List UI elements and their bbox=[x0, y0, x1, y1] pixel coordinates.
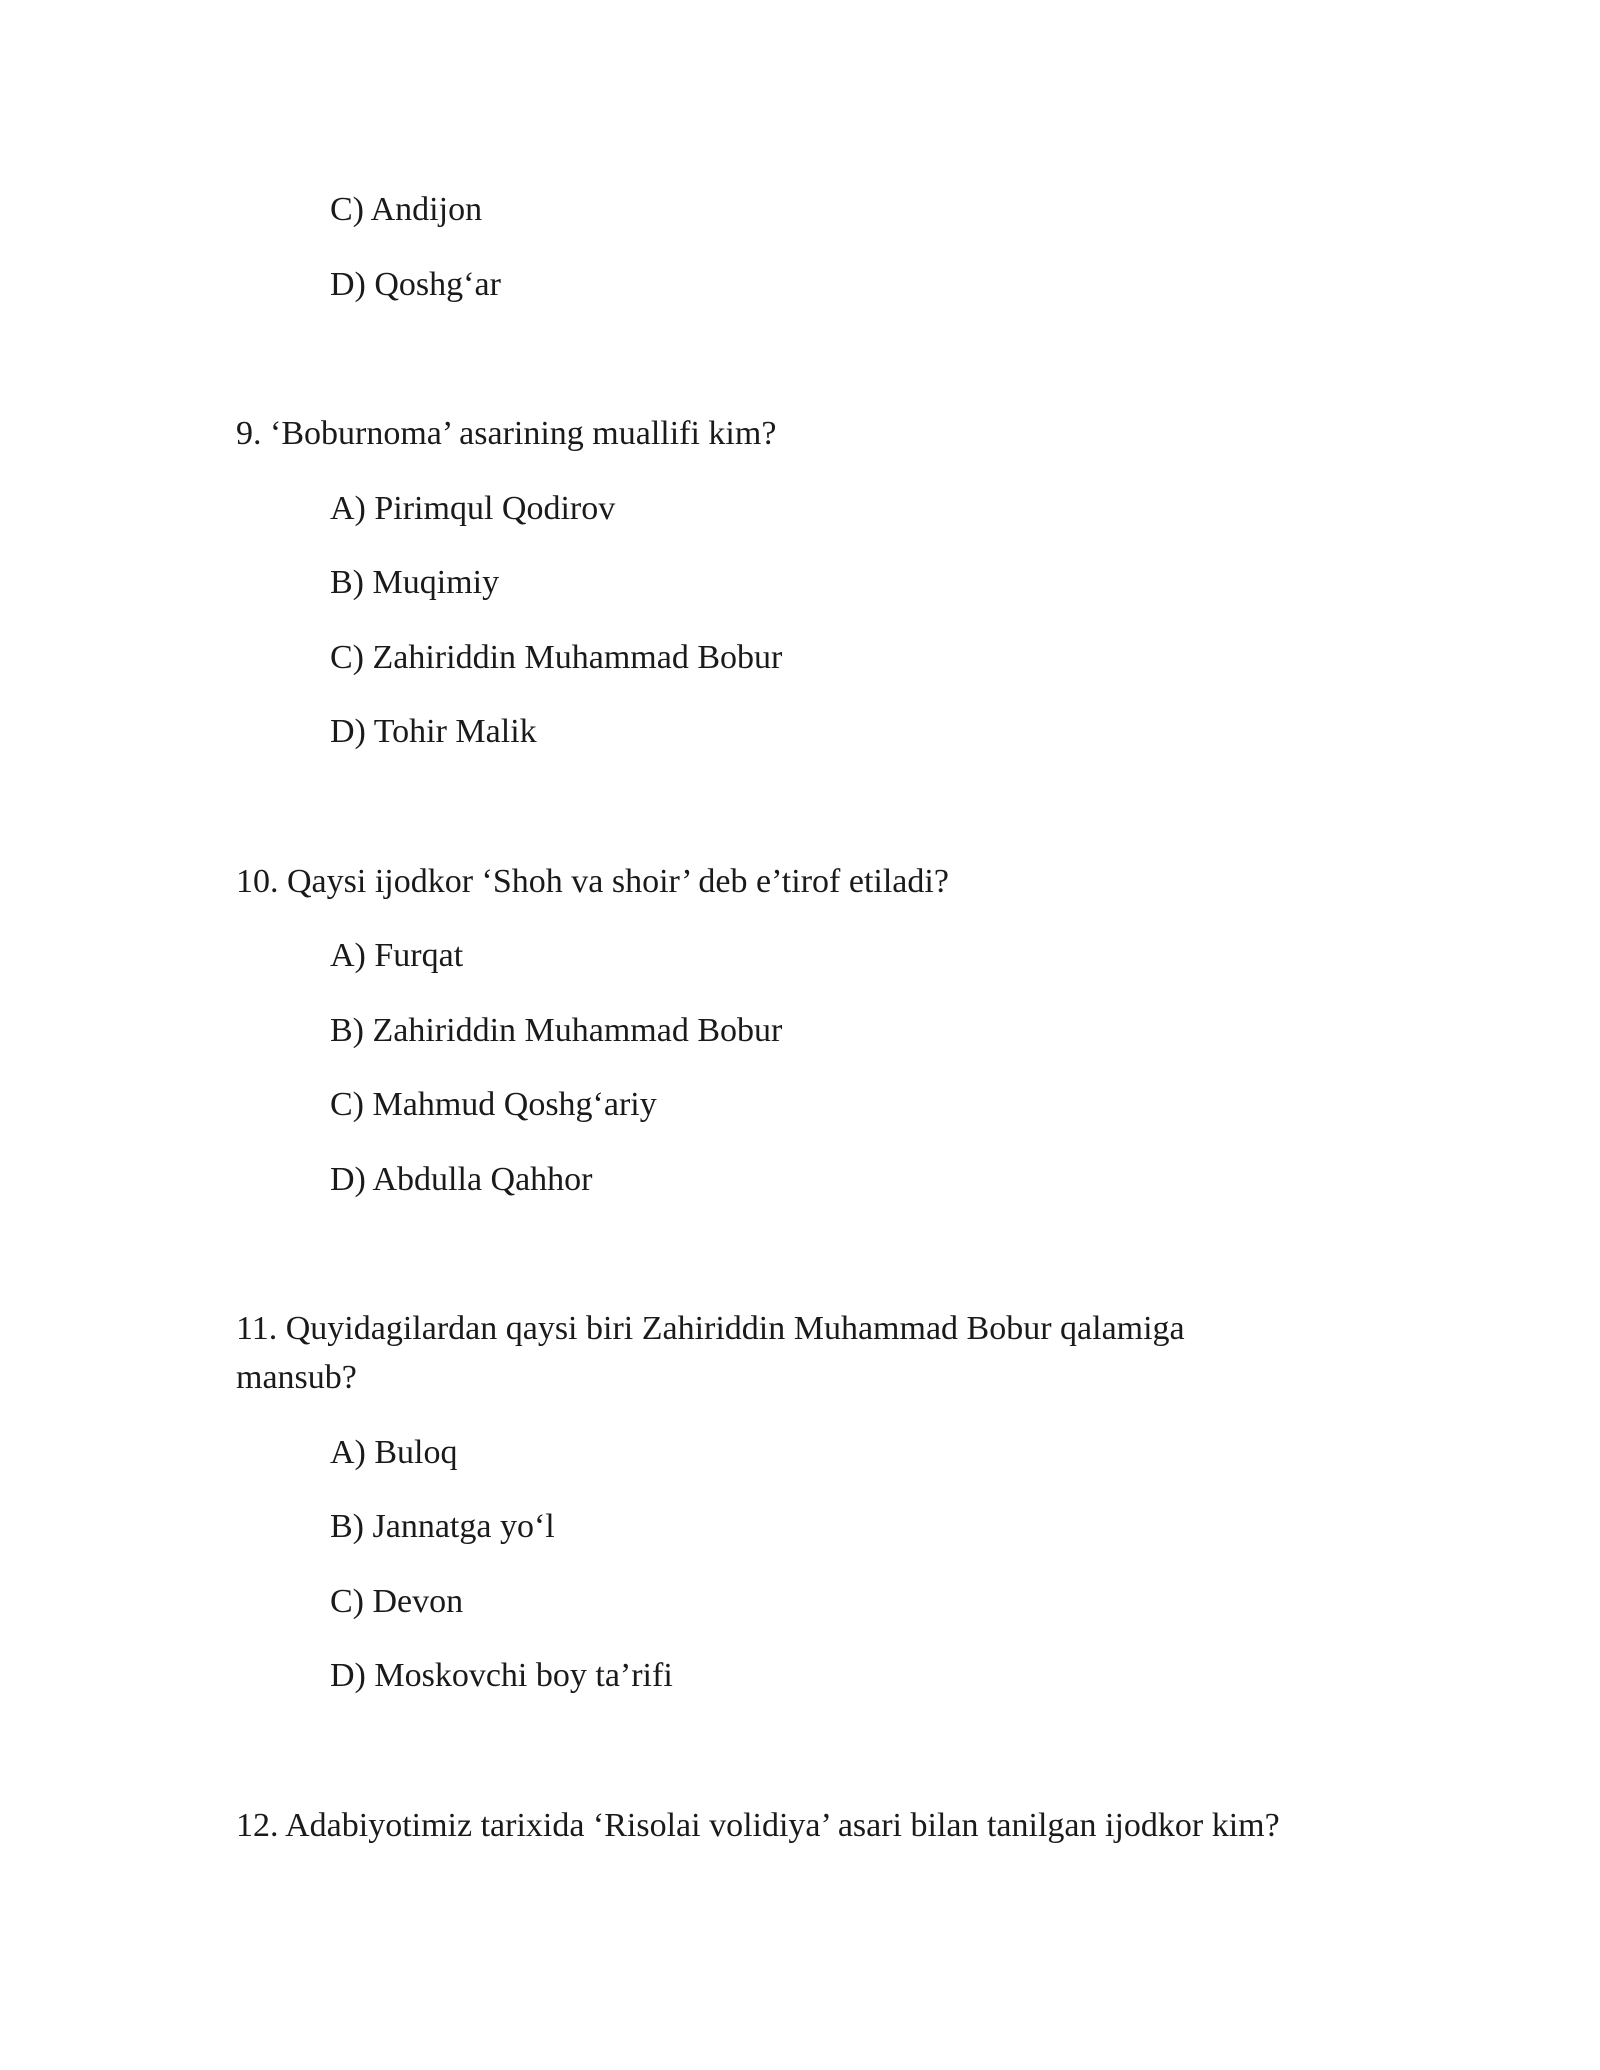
answer-option: B) Zahiriddin Muhammad Bobur bbox=[330, 1012, 783, 1049]
answer-option: A) Furqat bbox=[330, 937, 464, 974]
answer-option: D) Tohir Malik bbox=[330, 713, 537, 750]
answer-option: C) Andijon bbox=[330, 191, 483, 228]
answer-option: D) Moskovchi boy ta’rifi bbox=[330, 1657, 673, 1694]
answer-option: C) Zahiriddin Muhammad Bobur bbox=[330, 639, 783, 676]
answer-option: D) Qoshg‘ar bbox=[330, 266, 501, 303]
question-text: 12. Adabiyotimiz tarixida ‘Risolai volidiya’ asari bilan tanilgan ijodkor kim? bbox=[236, 1807, 1280, 1844]
question-text: 9. ‘Boburnoma’ asarining muallifi kim? bbox=[236, 415, 777, 452]
answer-option: B) Jannatga yo‘l bbox=[330, 1508, 555, 1545]
question-text-continued: mansub? bbox=[236, 1359, 357, 1396]
answer-option: C) Mahmud Qoshg‘ariy bbox=[330, 1086, 657, 1123]
answer-option: C) Devon bbox=[330, 1583, 464, 1620]
answer-option: A) Buloq bbox=[330, 1434, 458, 1471]
answer-option: B) Muqimiy bbox=[330, 564, 500, 601]
question-text: 11. Quyidagilardan qaysi biri Zahiriddin Muhammad Bobur qalamiga bbox=[236, 1310, 1185, 1347]
answer-option: D) Abdulla Qahhor bbox=[330, 1161, 593, 1198]
question-text: 10. Qaysi ijodkor ‘Shoh va shoir’ deb e’tirof etiladi? bbox=[236, 863, 949, 900]
answer-option: A) Pirimqul Qodirov bbox=[330, 490, 616, 527]
